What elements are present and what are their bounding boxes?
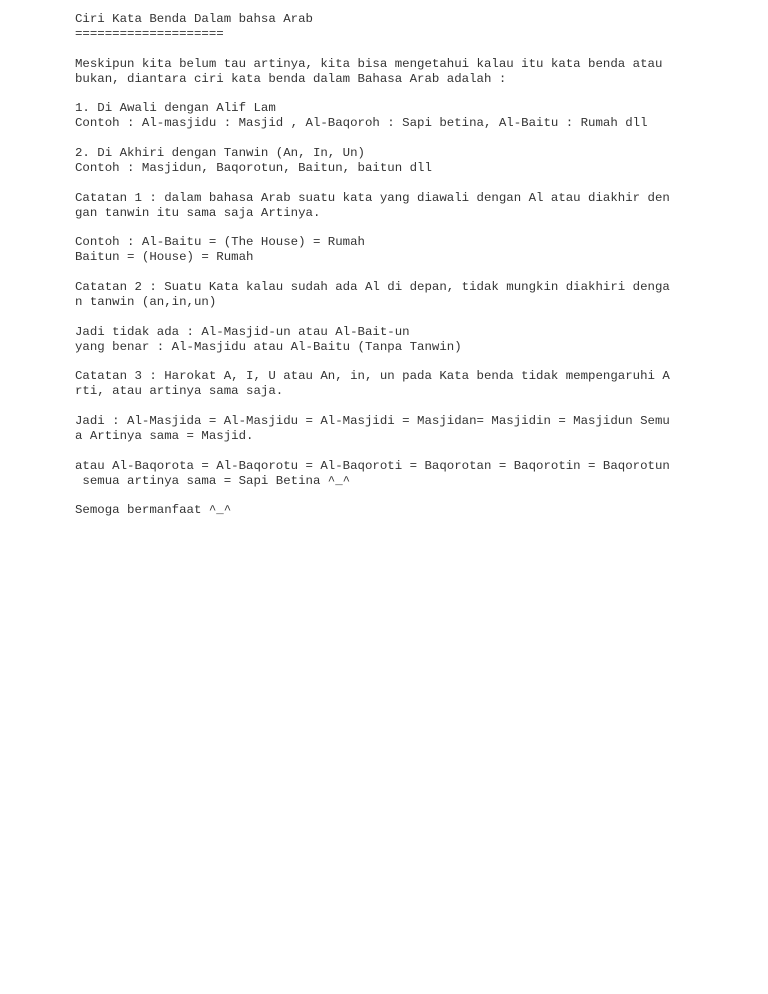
- paragraph-note-3: [75, 369, 735, 399]
- paragraph-line: Contoh : Al-masjidu : Masjid , Al-Baqoroh : Sapi betina, Al-Baitu : Rumah dll: [75, 116, 648, 131]
- paragraph-point-2: [75, 146, 735, 176]
- paragraph-line: Contoh : Al-Baitu = (The House) = Rumah: [75, 235, 365, 250]
- paragraph-line: n tanwin (an,in,un): [75, 294, 217, 309]
- paragraph-line: atau Al-Baqorota = Al-Baqorotu = Al-Baqoroti = Baqorotan = Baqorotin = Baqorotun: [75, 458, 670, 473]
- paragraph-line: Contoh : Masjidun, Baqorotun, Baitun, baitun dll: [75, 160, 432, 175]
- paragraph-example: [75, 235, 735, 265]
- paragraph-conclusion-1: [75, 325, 735, 355]
- paragraph-line: Catatan 1 : dalam bahasa Arab suatu kata yang diawali dengan Al atau diakhir den: [75, 190, 670, 205]
- paragraph-closing: [75, 503, 735, 518]
- paragraph-baqoroh-forms: [75, 459, 735, 489]
- paragraph-line: Catatan 2 : Suatu Kata kalau sudah ada Al di depan, tidak mungkin diakhiri denga: [75, 280, 670, 295]
- paragraph-point-1: [75, 101, 735, 131]
- paragraph-masjid-forms: [75, 414, 735, 444]
- paragraph-line: bukan, diantara ciri kata benda dalam Bahasa Arab adalah :: [75, 71, 507, 86]
- paragraph-line: Meskipun kita belum tau artinya, kita bisa mengetahui kalau itu kata benda atau: [75, 56, 663, 71]
- paragraph-line: a Artinya sama = Masjid.: [75, 428, 254, 443]
- paragraph-line: 2. Di Akhiri dengan Tanwin (An, In, Un): [75, 146, 365, 161]
- document-title-block: [75, 12, 735, 42]
- document-page: [75, 12, 735, 518]
- paragraph-line: Catatan 3 : Harokat A, I, U atau An, in, un pada Kata benda tidak mempengaruhi A: [75, 369, 670, 384]
- document-title: Ciri Kata Benda Dalam bahsa Arab: [75, 12, 313, 26]
- paragraph-line: semua artinya sama = Sapi Betina ^_^: [75, 473, 351, 488]
- paragraph-line: Semoga bermanfaat ^_^: [75, 503, 232, 518]
- paragraph-line: Jadi : Al-Masjida = Al-Masjidu = Al-Masjidi = Masjidan= Masjidin = Masjidun Semu: [75, 414, 670, 429]
- paragraph-intro: [75, 57, 735, 87]
- paragraph-line: 1. Di Awali dengan Alif Lam: [75, 101, 276, 116]
- paragraph-note-2: [75, 280, 735, 310]
- paragraph-line: gan tanwin itu sama saja Artinya.: [75, 205, 321, 220]
- paragraph-line: yang benar : Al-Masjidu atau Al-Baitu (Tanpa Tanwin): [75, 339, 462, 354]
- title-underline: ====================: [75, 26, 224, 41]
- paragraph-line: rti, atau artinya sama saja.: [75, 384, 284, 399]
- paragraph-line: Jadi tidak ada : Al-Masjid-un atau Al-Bait-un: [75, 324, 410, 339]
- paragraph-note-1: [75, 191, 735, 221]
- paragraph-line: Baitun = (House) = Rumah: [75, 250, 254, 265]
